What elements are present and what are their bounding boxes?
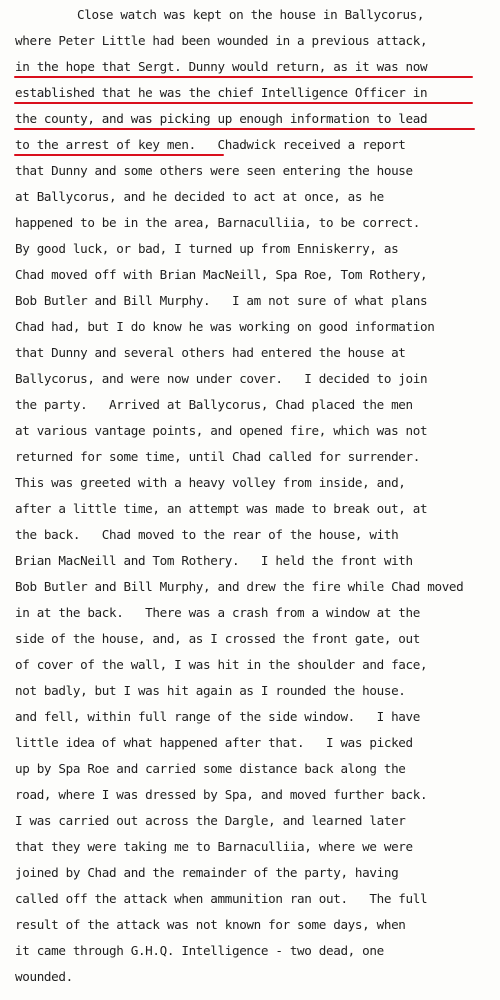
text-line-28: and fell, within full range of the side window. I have	[15, 709, 420, 724]
text-line-2: where Peter Little had been wounded in a previous attack,	[15, 33, 428, 48]
red-underline-3	[14, 128, 475, 130]
text-line-22: Brian MacNeill and Tom Rothery. I held the front with	[15, 553, 413, 568]
text-line-15: Ballycorus, and were now under cover. I decided to join	[15, 371, 428, 386]
text-line-12: Bob Butler and Bill Murphy. I am not sure of what plans	[15, 293, 428, 308]
text-line-37: it came through G.H.Q. Intelligence - two dead, one	[15, 943, 384, 958]
text-line-10: By good luck, or bad, I turned up from Enniskerry, as	[15, 241, 399, 256]
text-line-17: at various vantage points, and opened fire, which was not	[15, 423, 428, 438]
text-line-25: side of the house, and, as I crossed the front gate, out	[15, 631, 420, 646]
text-line-1: Close watch was kept on the house in Ballycorus,	[77, 7, 425, 22]
red-underline-4	[14, 154, 224, 156]
text-line-27: not badly, but I was hit again as I rounded the house.	[15, 683, 406, 698]
text-line-19: This was greeted with a heavy volley from inside, and,	[15, 475, 406, 490]
text-line-30: up by Spa Roe and carried some distance back along the	[15, 761, 406, 776]
text-line-7: that Dunny and some others were seen entering the house	[15, 163, 413, 178]
text-line-34: joined by Chad and the remainder of the party, having	[15, 865, 399, 880]
text-line-26: of cover of the wall, I was hit in the shoulder and face,	[15, 657, 428, 672]
text-line-4: established that he was the chief Intelligence Officer in	[15, 85, 428, 100]
text-line-33: that they were taking me to Barnaculliia, where we were	[15, 839, 413, 854]
text-line-9: happened to be in the area, Barnaculliia, to be correct.	[15, 215, 420, 230]
text-line-36: result of the attack was not known for some days, when	[15, 917, 406, 932]
text-line-14: that Dunny and several others had entered the house at	[15, 345, 406, 360]
text-line-11: Chad moved off with Brian MacNeill, Spa Roe, Tom Rothery,	[15, 267, 428, 282]
text-line-32: I was carried out across the Dargle, and learned later	[15, 813, 406, 828]
text-line-16: the party. Arrived at Ballycorus, Chad placed the men	[15, 397, 413, 412]
text-line-31: road, where I was dressed by Spa, and moved further back.	[15, 787, 428, 802]
text-line-18: returned for some time, until Chad called for surrender.	[15, 449, 420, 464]
text-line-13: Chad had, but I do know he was working on good information	[15, 319, 435, 334]
red-underline-1	[14, 76, 473, 78]
red-underline-2	[14, 102, 473, 104]
text-line-38: wounded.	[15, 969, 73, 984]
text-line-8: at Ballycorus, and he decided to act at once, as he	[15, 189, 384, 204]
text-line-35: called off the attack when ammunition ran out. The full	[15, 891, 428, 906]
text-line-24: in at the back. There was a crash from a window at the	[15, 605, 420, 620]
text-line-3: in the hope that Sergt. Dunny would return, as it was now	[15, 59, 428, 74]
text-line-23: Bob Butler and Bill Murphy, and drew the fire while Chad moved	[15, 579, 464, 594]
text-line-21: the back. Chad moved to the rear of the house, with	[15, 527, 399, 542]
text-line-5: the county, and was picking up enough information to lead	[15, 111, 428, 126]
text-line-6: to the arrest of key men. Chadwick received a report	[15, 137, 406, 152]
text-line-29: little idea of what happened after that. I was picked	[15, 735, 413, 750]
text-line-20: after a little time, an attempt was made to break out, at	[15, 501, 428, 516]
